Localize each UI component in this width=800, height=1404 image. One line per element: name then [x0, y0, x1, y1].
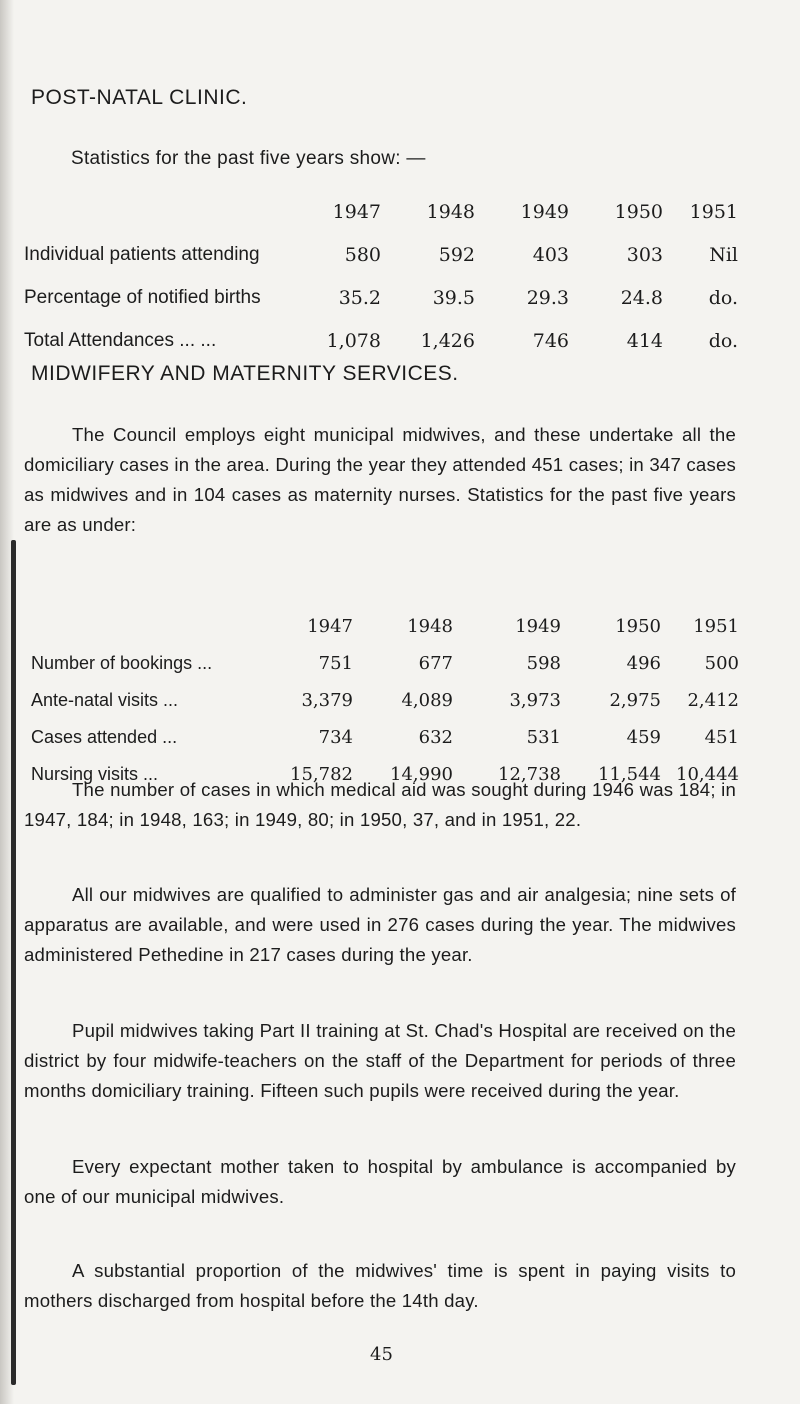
table-cell: Nil — [709, 243, 738, 266]
year-header: 1951 — [693, 616, 739, 637]
year-header: 1950 — [615, 616, 661, 637]
row-label: Individual patients attending — [24, 243, 260, 265]
page-number: 45 — [370, 1344, 393, 1365]
table-header-blank — [31, 608, 255, 645]
table-cell: 2,412 — [687, 690, 739, 711]
table-row — [31, 682, 739, 719]
row-label: Ante-natal visits ... — [31, 690, 179, 710]
table-cell: 734 — [318, 727, 353, 748]
table-cell: 29.3 — [526, 286, 569, 309]
table-cell: 11,544 — [598, 764, 661, 785]
table-header-row — [24, 190, 738, 233]
table-cell: 4,089 — [401, 690, 453, 711]
table-cell: 451 — [704, 727, 739, 748]
paying-visits-paragraph: A substantial proportion of the midwives' time is spent in paying visits to mothers discharged from hospital before the 14th day. — [24, 1260, 736, 1311]
table-cell: 1,426 — [420, 329, 475, 352]
table-cell: 12,738 — [498, 764, 561, 785]
year-header: 1949 — [515, 616, 561, 637]
table-cell: 3,973 — [509, 690, 561, 711]
post-natal-intro: Statistics for the past five years show: — — [71, 148, 426, 169]
year-header: 1948 — [426, 200, 475, 223]
table-row — [24, 233, 738, 276]
table-cell: 35.2 — [338, 286, 381, 309]
table-cell: 3,379 — [301, 690, 353, 711]
table-cell: do. — [708, 329, 738, 352]
medical-aid-paragraph: The number of cases in which medical aid was sought during 1946 was 184; in 1947, 184; in 1948, 163; in 1949, 80; in 1950, 37, and in 1951, 22. — [24, 779, 736, 830]
analgesia-paragraph: All our midwives are qualified to administer gas and air analgesia; nine sets of apparatus are available, and were used in 276 cases during the year. The midwives administered Pethedine in 217 cases during the year. — [24, 884, 736, 965]
table-cell: 1,078 — [326, 329, 381, 352]
table-cell: 2,975 — [609, 690, 661, 711]
table-header-row — [31, 608, 739, 645]
table-cell: 580 — [344, 243, 381, 266]
midwifery-heading: MIDWIFERY AND MATERNITY SERVICES. — [31, 362, 459, 385]
table-cell: 24.8 — [620, 286, 663, 309]
row-label: Number of bookings ... — [31, 653, 213, 673]
table-row — [31, 719, 739, 756]
table-cell: 531 — [526, 727, 561, 748]
year-header: 1951 — [689, 200, 738, 223]
table-row — [24, 276, 738, 319]
table-cell: 751 — [318, 653, 353, 674]
table-cell: do. — [708, 286, 738, 309]
table-row — [24, 319, 738, 362]
table-cell: 303 — [626, 243, 663, 266]
midwifery-statistics-table — [31, 608, 739, 793]
post-natal-statistics-table — [24, 190, 738, 362]
row-label: Percentage of notified births — [24, 286, 261, 308]
table-cell: 39.5 — [432, 286, 475, 309]
post-natal-clinic-heading: POST-NATAL CLINIC. — [31, 86, 248, 109]
table-cell: 632 — [418, 727, 453, 748]
table-cell: 10,444 — [676, 764, 739, 785]
table-cell: 414 — [626, 329, 663, 352]
binding-gutter — [11, 540, 16, 1385]
table-cell: 15,782 — [290, 764, 353, 785]
table-cell: 14,990 — [390, 764, 453, 785]
row-label: Nursing visits ... — [31, 764, 159, 784]
table-cell: 500 — [704, 653, 739, 674]
row-label: Total Attendances ... ... — [24, 329, 217, 351]
year-header: 1950 — [614, 200, 663, 223]
table-cell: 598 — [526, 653, 561, 674]
table-header-blank — [24, 190, 299, 233]
table-row — [31, 645, 739, 682]
table-cell: 592 — [438, 243, 475, 266]
table-cell: 403 — [532, 243, 569, 266]
table-cell: 677 — [418, 653, 453, 674]
table-cell: 459 — [626, 727, 661, 748]
year-header: 1948 — [407, 616, 453, 637]
year-header: 1947 — [332, 200, 381, 223]
year-header: 1947 — [307, 616, 353, 637]
row-label: Cases attended ... — [31, 727, 178, 747]
midwifery-intro-paragraph: The Council employs eight municipal midwives, and these undertake all the domiciliary cases in the area. During the year they attended 451 cases; in 347 cases as midwives and in 104 cases as maternity nurses. Statistics for the past five years are as under: — [24, 424, 736, 535]
table-cell: 746 — [532, 329, 569, 352]
year-header: 1949 — [520, 200, 569, 223]
table-cell: 496 — [626, 653, 661, 674]
ambulance-paragraph: Every expectant mother taken to hospital by ambulance is accompanied by one of our municipal midwives. — [24, 1156, 736, 1207]
pupil-midwives-paragraph: Pupil midwives taking Part II training at St. Chad's Hospital are received on the district by four midwife-teachers on the staff of the Department for periods of three months domiciliary training. Fifteen such pupils were received during the year. — [24, 1020, 736, 1101]
